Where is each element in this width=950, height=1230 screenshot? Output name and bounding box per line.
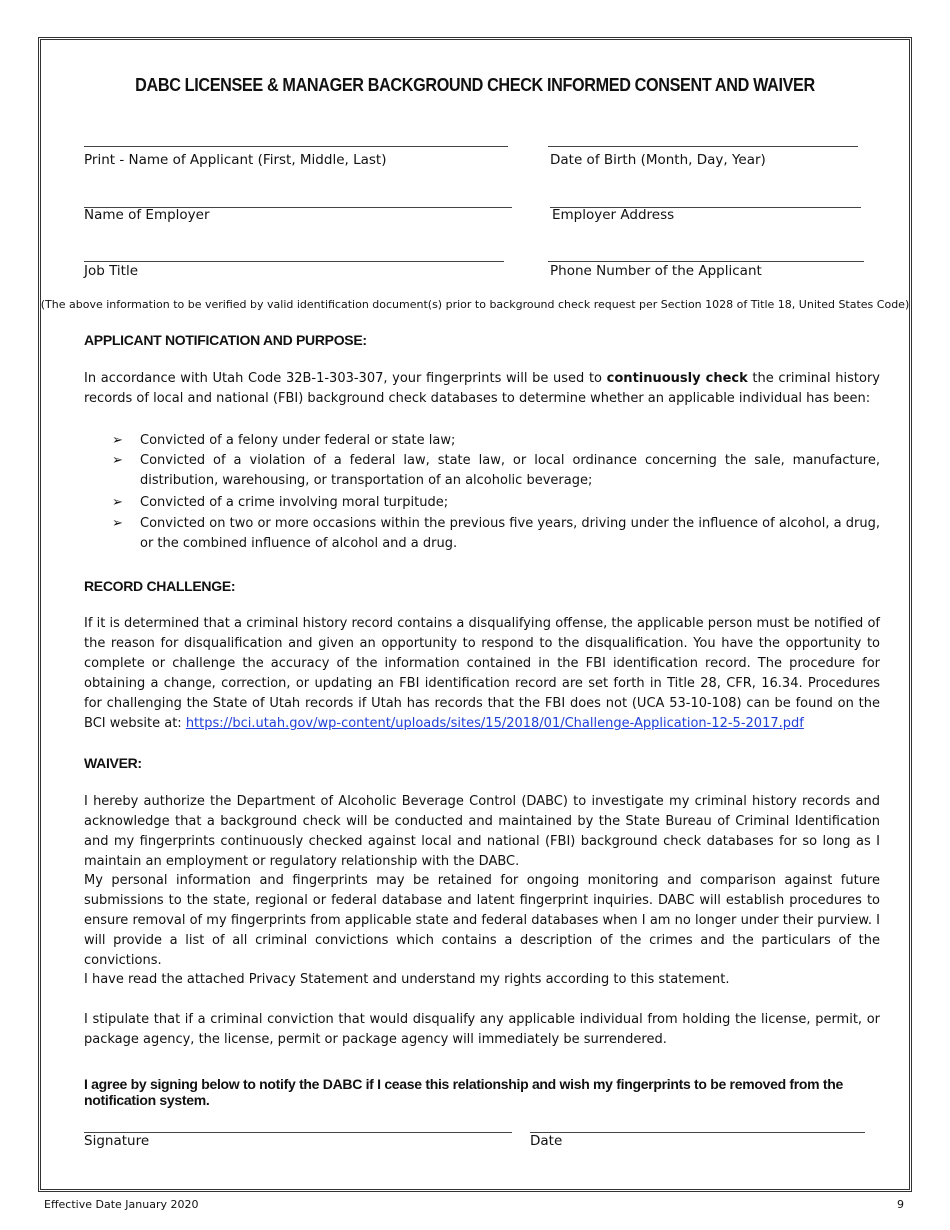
effective-date: Effective Date January 2020 bbox=[44, 1198, 199, 1211]
phone-line[interactable] bbox=[548, 261, 864, 262]
waiver-paragraph-3: I have read the attached Privacy Statement and understand my rights according to this statement. bbox=[84, 972, 730, 987]
waiver-paragraph-4: I stipulate that if a criminal conviction that would disqualify any applicable individual from holding the license, permit, or package agency, the license, permit or package agency will immediately be surrendered. bbox=[84, 1012, 880, 1047]
employer-name-label: Name of Employer bbox=[84, 207, 210, 223]
employer-address-label: Employer Address bbox=[552, 207, 675, 223]
applicant-name-label: Print - Name of Applicant (First, Middle, Last) bbox=[84, 152, 387, 168]
job-title-label: Job Title bbox=[84, 263, 139, 279]
job-title-line[interactable] bbox=[84, 261, 504, 262]
list-item: ➢ Convicted on two or more occasions within the previous five years, driving under the influence of alcohol, a drug, or the combined influence of alcohol and a drug. bbox=[112, 516, 880, 551]
date-label: Date bbox=[530, 1133, 563, 1149]
arrow-bullet-icon: ➢ bbox=[112, 516, 123, 531]
list-item: ➢ Convicted of a felony under federal or state law; bbox=[112, 431, 880, 451]
bci-challenge-link[interactable]: https://bci.utah.gov/wp-content/uploads/sites/15/2018/01/Challenge-Application-12-5-2017.pdf bbox=[185, 716, 804, 731]
waiver-heading: WAIVER: bbox=[84, 755, 142, 771]
notification-intro: In accordance with Utah Code 32B-1-303-307, your fingerprints will be used to continuously check the criminal history records of local and national (FBI) background check databases to determine whether an applicable individual has been: bbox=[84, 371, 880, 406]
waiver-paragraph-2: My personal information and fingerprints may be retained for ongoing monitoring and comparison against future submissions to the state, regional or federal database and latent fingerprint inquiries. DABC will establish procedures to ensure removal of my fingerprints from applicable state and federal databases when I am no longer under their purview. I will provide a list of all criminal convictions which contains a description of the crimes and the particulars of the convictions. bbox=[84, 873, 880, 968]
verification-note: (The above information to be verified by valid identification document(s) prior to background check request per Section 1028 of Title 18, United States Code) bbox=[40, 298, 910, 311]
arrow-bullet-icon: ➢ bbox=[112, 453, 123, 468]
list-item: ➢ Convicted of a crime involving moral turpitude; bbox=[112, 493, 880, 513]
waiver-paragraph-1: I hereby authorize the Department of Alcoholic Beverage Control (DABC) to investigate my criminal history records and acknowledge that a background check will be conducted and maintained by the State Bureau of Criminal Identification and my fingerprints continuously checked against local and national (FBI) background check databases for so long as I maintain an employment or regulatory relationship with the DABC. bbox=[84, 794, 880, 869]
record-challenge-text: If it is determined that a criminal history record contains a disqualifying offense, the applicable person must be notified of the reason for disqualification and given an opportunity to respond to the disqualification. You have the opportunity to complete or challenge the accuracy of the information contained in the FBI identification record. The procedure for obtaining a change, correction, or updating an FBI identification record are set forth in Title 28, CFR, 16.34. Procedures for challenging the State of Utah records if Utah has records that the FBI does not (UCA 53-10-108) can be found on the BCI website at: https://bci.utah.gov/wp-content/uploads/sites/15/2018/01/Challenge-Application-12-5-2017.pdf bbox=[84, 616, 880, 731]
dob-label: Date of Birth (Month, Day, Year) bbox=[550, 152, 766, 168]
record-challenge-heading: RECORD CHALLENGE: bbox=[84, 578, 236, 594]
dob-line[interactable] bbox=[548, 146, 858, 147]
agreement-statement: I agree by signing below to notify the DABC if I cease this relationship and wish my fingerprints to be removed from the notification system. bbox=[84, 1076, 844, 1108]
form-title: DABC LICENSEE & MANAGER BACKGROUND CHECK INFORMED CONSENT AND WAIVER bbox=[135, 75, 815, 95]
list-item: ➢ Convicted of a violation of a federal law, state law, or local ordinance concerning the sale, manufacture, distribution, warehousing, or transportation of an alcoholic beverage; bbox=[112, 453, 880, 488]
arrow-bullet-icon: ➢ bbox=[112, 433, 123, 448]
continuously-check-emphasis: continuously check bbox=[606, 371, 748, 386]
signature-label: Signature bbox=[84, 1133, 150, 1149]
applicant-name-line[interactable] bbox=[84, 146, 508, 147]
arrow-bullet-icon: ➢ bbox=[112, 495, 123, 510]
notification-heading: APPLICANT NOTIFICATION AND PURPOSE: bbox=[84, 332, 367, 348]
page-number: 9 bbox=[897, 1198, 904, 1211]
phone-label: Phone Number of the Applicant bbox=[550, 263, 762, 279]
date-line[interactable] bbox=[530, 1132, 865, 1133]
